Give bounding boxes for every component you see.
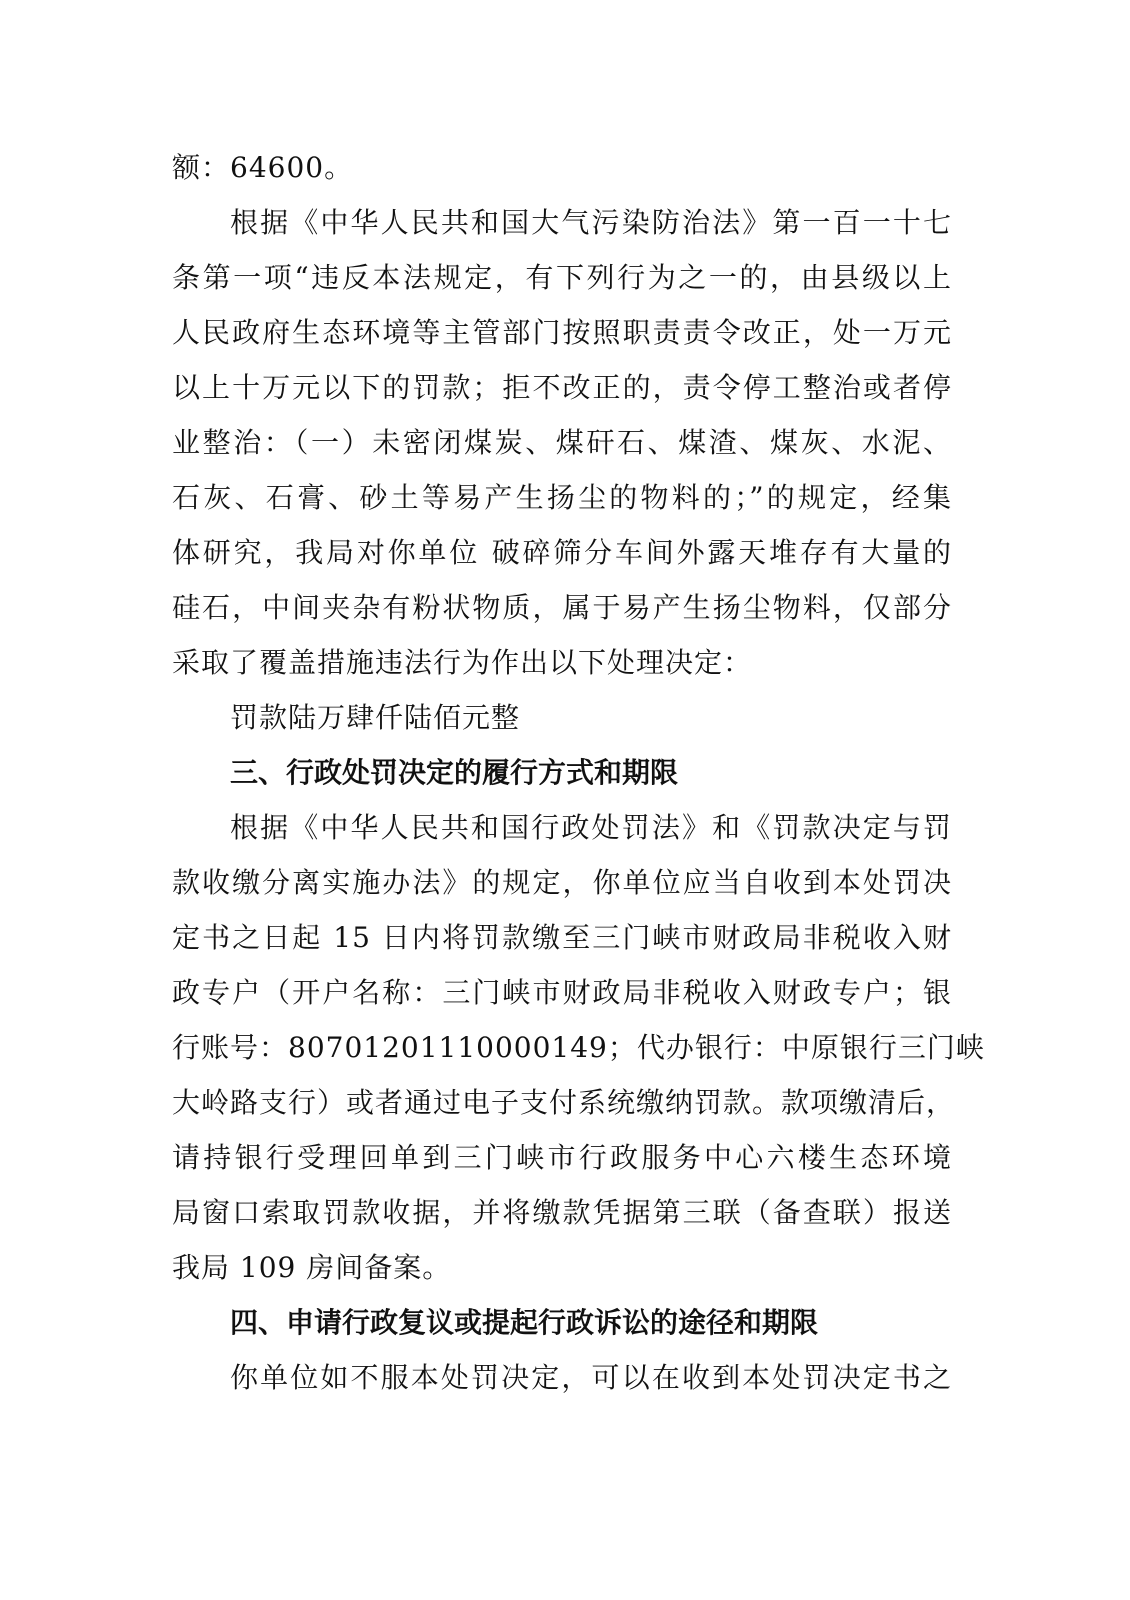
text-line-legal-basis: 根据《中华人民共和国大气污染防治法》第一百一十七	[230, 206, 952, 239]
text-line: 我局 109 房间备案。	[172, 1251, 452, 1284]
text-line: 款收缴分离实施办法》的规定，你单位应当自收到本处罚决	[172, 866, 952, 899]
text-line: 采取了覆盖措施违法行为作出以下处理决定：	[172, 646, 753, 679]
text-line: 你单位如不服本处罚决定，可以在收到本处罚决定书之	[230, 1361, 952, 1394]
text-line: 硅石，中间夹杂有粉状物质，属于易产生扬尘物料，仅部分	[172, 591, 952, 624]
text-line: 请持银行受理回单到三门峡市行政服务中心六楼生态环境	[172, 1141, 952, 1174]
text-line: 业整治：（一）未密闭煤炭、煤矸石、煤渣、煤灰、水泥、	[172, 426, 952, 459]
text-line: 体研究，我局对你单位 破碎筛分车间外露天堆存有大量的	[172, 536, 952, 569]
text-line: 以上十万元以下的罚款；拒不改正的，责令停工整治或者停	[172, 371, 952, 404]
text-line-penalty: 罚款陆万肆仟陆佰元整	[230, 701, 521, 734]
text-line-fine-amount: 额：64600。	[172, 151, 354, 184]
text-line: 石灰、石膏、砂土等易产生扬尘的物料的；”的规定，经集	[172, 481, 952, 514]
text-line-bank-account: 行账号：80701201110000149；代办银行：中原银行三门峡	[172, 1031, 985, 1064]
text-line: 定书之日起 15 日内将罚款缴至三门峡市财政局非税收入财	[172, 921, 952, 954]
text-line: 政专户（开户名称：三门峡市财政局非税收入财政专户；银	[172, 976, 952, 1009]
section-heading-3: 三、行政处罚决定的履行方式和期限	[230, 756, 679, 789]
text-line: 条第一项“违反本法规定，有下列行为之一的，由县级以上	[172, 261, 952, 294]
text-line: 人民政府生态环境等主管部门按照职责责令改正，处一万元	[172, 316, 952, 349]
section-heading-4: 四、申请行政复议或提起行政诉讼的途径和期限	[230, 1306, 819, 1339]
text-line: 根据《中华人民共和国行政处罚法》和《罚款决定与罚	[230, 811, 952, 844]
text-line: 大岭路支行）或者通过电子支付系统缴纳罚款。款项缴清后，	[172, 1086, 956, 1119]
text-line: 局窗口索取罚款收据，并将缴款凭据第三联（备查联）报送	[172, 1196, 952, 1229]
